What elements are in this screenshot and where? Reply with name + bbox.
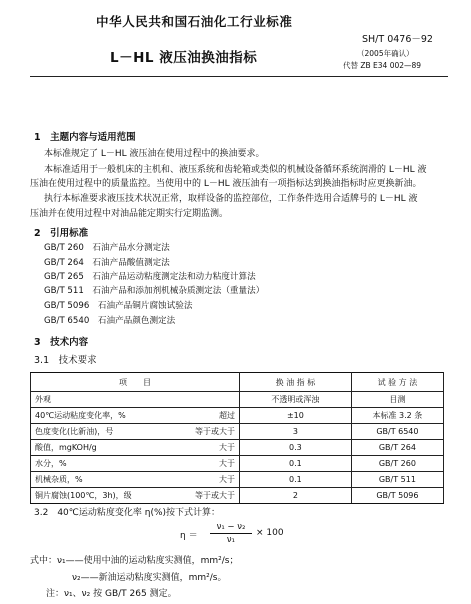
reference-item: GB/T 260 石油产品水分测定法	[44, 243, 170, 253]
reference-item: GB/T 264 石油产品酸值测定法	[44, 258, 170, 268]
item-name: 酸值，mgKOH/g	[35, 443, 97, 452]
section-3-heading: 3 技术内容	[34, 337, 89, 348]
method-cell: 目测	[351, 392, 443, 408]
item-cell	[31, 488, 240, 504]
table-header-row	[31, 373, 444, 392]
limit-cell: 0.1	[239, 472, 351, 488]
formula-rhs: × 100	[256, 528, 284, 538]
item-name: 外观	[35, 395, 51, 404]
formula-numerator: ν₁ − ν₂	[210, 522, 252, 534]
item-cell	[31, 392, 240, 408]
limit-cell: 不透明或浑浊	[239, 392, 351, 408]
reference-item: GB/T 6540 石油产品颜色测定法	[44, 316, 176, 326]
reference-item: GB/T 511 石油产品和添加剂机械杂质测定法（重量法）	[44, 286, 265, 296]
limit-cell: 2	[239, 488, 351, 504]
table-row	[31, 408, 444, 424]
table-row	[31, 472, 444, 488]
item-name: 水分，%	[35, 459, 67, 468]
item-condition: 大于	[218, 443, 235, 452]
item-name: 40℃运动粘度变化率，%	[35, 411, 126, 420]
column-header-item: 项 目	[31, 373, 240, 392]
method-cell: GB/T 511	[351, 472, 443, 488]
item-cell	[31, 456, 240, 472]
reference-item: GB/T 265 石油产品运动粘度测定法和动力粘度计算法	[44, 272, 256, 282]
limit-cell: 3	[239, 424, 351, 440]
section-1-paragraph: 本标准适用于一般机床的主机和、液压系统和齿轮箱或类似的机械设备循环系统润滑的 L－HL 液	[44, 165, 427, 175]
table-row	[31, 440, 444, 456]
section-2-heading: 2 引用标准	[34, 228, 89, 239]
replaces-standard: 代替 ZB E34 002—89	[343, 61, 422, 70]
document-title: L－HL 液压油换油指标	[110, 50, 258, 66]
reference-item: GB/T 5096 石油产品铜片腐蚀试验法	[44, 301, 193, 311]
table-row	[31, 488, 444, 504]
item-name: 机械杂质，%	[35, 475, 83, 484]
item-name: 铜片腐蚀(100℃，3h)，级	[35, 491, 132, 500]
formula-intro: 3.2 40℃运动粘度变化率 η(%)按下式计算：	[34, 508, 221, 518]
table-row	[31, 392, 444, 408]
section-1-paragraph: 执行本标准要求液压技术状况正常，取样设备的监控部位，工作条件选用合适牌号的 L－HL 液	[44, 194, 418, 204]
limit-cell: 0.3	[239, 440, 351, 456]
section-1-heading: 1 主题内容与适用范围	[34, 132, 136, 143]
item-condition: 等于或大于	[194, 491, 235, 500]
item-cell	[31, 440, 240, 456]
method-cell: GB/T 264	[351, 440, 443, 456]
formula-lhs: η ＝	[180, 531, 198, 541]
limit-cell: 0.1	[239, 456, 351, 472]
method-cell: GB/T 260	[351, 456, 443, 472]
column-header-limit: 换 油 指 标	[239, 373, 351, 392]
item-name: 色度变化(比新油)，号	[35, 427, 114, 436]
item-cell	[31, 408, 240, 424]
method-cell: GB/T 6540	[351, 424, 443, 440]
item-condition: 大于	[218, 475, 235, 484]
formula-fraction	[210, 522, 252, 545]
formula-where-2: ν₂——新油运动粘度实测值，mm²/s。	[72, 573, 227, 583]
section-1-paragraph: 本标准规定了 L－HL 液压油在使用过程中的换油要求。	[44, 149, 265, 159]
item-condition: 大于	[218, 459, 235, 468]
method-cell: 本标准 3.2 条	[351, 408, 443, 424]
item-condition: 等于或大于	[194, 427, 235, 436]
formula-denominator: ν₁	[226, 535, 236, 545]
table-row	[31, 424, 444, 440]
section-1-paragraph: 压油并在使用过程中对油品能定期实行定期监测。	[30, 209, 229, 219]
table-row	[31, 456, 444, 472]
formula-where-1: 式中：ν₁——使用中油的运动粘度实测值，mm²/s；	[30, 556, 239, 566]
item-condition: 超过	[218, 411, 235, 420]
section-1-paragraph: 压油在使用过程中的质量监控。当使用中的 L－HL 液压油有一项指标达到换油指标时应更换新油。	[30, 179, 422, 189]
header-rule	[30, 76, 448, 77]
limit-cell: ±10	[239, 408, 351, 424]
oil-change-spec-table	[30, 372, 444, 504]
formula-note: 注：ν₁、ν₂ 按 GB/T 265 测定。	[46, 589, 177, 599]
industry-standard-header: 中华人民共和国石油化工行业标准	[96, 14, 293, 29]
column-header-method: 试 验 方 法	[351, 373, 443, 392]
standard-code: SH/T 0476－92	[362, 34, 433, 45]
subsection-3-1-heading: 3.1 技术要求	[34, 355, 97, 366]
item-cell	[31, 424, 240, 440]
method-cell: GB/T 5096	[351, 488, 443, 504]
confirmed-year: （2005年确认）	[357, 49, 414, 58]
item-cell	[31, 472, 240, 488]
